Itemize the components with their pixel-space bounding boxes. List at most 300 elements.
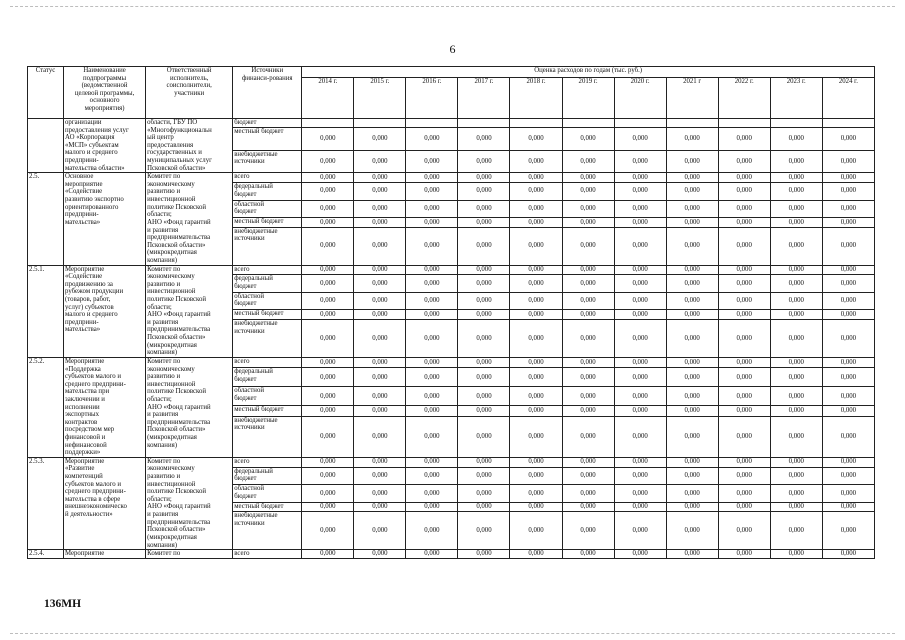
value-cell: 0,000 [718,512,770,550]
source-cell: областной бюджет [233,292,302,310]
value-cell: 0,000 [458,406,510,417]
value-cell: 0,000 [718,502,770,512]
value-cell: 0,000 [302,200,354,218]
value-cell: 0,000 [510,275,562,293]
value-cell: 0,000 [718,275,770,293]
program-name-cell: организации предоставления услуг АО «Корпорация «МСП» субъектам малого и среднего предприни- мательства области» [64,119,146,173]
value-cell: 0,000 [770,387,822,406]
value-cell: 0,000 [562,387,614,406]
value-cell: 0,000 [666,292,718,310]
value-cell: 0,000 [354,416,406,457]
program-name-cell: Мероприятие «Поддержка субъектов малого и среднего предприни- мательства при заключении и исполнении экспортных контрактов посредством мер финансовой и нефинансовой поддержки» [64,357,146,457]
value-cell: 0,000 [770,310,822,320]
value-cell: 0,000 [510,406,562,417]
value-cell: 0,000 [614,173,666,183]
value-cell: 0,000 [822,416,874,457]
value-cell: 0,000 [354,128,406,151]
value-cell: 0,000 [354,173,406,183]
value-cell: 0,000 [562,485,614,503]
value-cell: 0,000 [770,227,822,265]
value-cell: 0,000 [302,292,354,310]
value-cell: 0,000 [458,550,510,559]
value-cell: 0,000 [562,128,614,151]
value-cell: 0,000 [354,218,406,228]
value-cell: 0,000 [718,173,770,183]
value-cell: 0,000 [822,150,874,173]
source-cell: федеральный бюджет [233,275,302,293]
value-cell: 0,000 [302,227,354,265]
value-cell: 0,000 [354,265,406,275]
value-cell: 0,000 [510,173,562,183]
value-cell: 0,000 [718,406,770,417]
value-cell: 0,000 [458,150,510,173]
header-year: 2021 г [666,78,718,119]
value-cell: 0,000 [770,512,822,550]
value-cell: 0,000 [302,467,354,485]
value-cell: 0,000 [562,292,614,310]
value-cell: 0,000 [302,512,354,550]
source-cell: местный бюджет [233,128,302,151]
value-cell: 0,000 [354,292,406,310]
scan-edge-top [10,6,895,7]
value-cell: 0,000 [562,502,614,512]
header-year: 2024 г. [822,78,874,119]
value-cell: 0,000 [822,485,874,503]
source-cell: местный бюджет [233,218,302,228]
executor-cell: Комитет по экономическому развитию и инвестиционной политике Псковской области; АНО «Фонд гарантий и развития предпринимательства Псковской области» (микрокредитная компания) [146,265,233,357]
value-cell [770,119,822,128]
value-cell: 0,000 [562,357,614,368]
value-cell: 0,000 [666,512,718,550]
value-cell: 0,000 [406,512,458,550]
value-cell: 0,000 [822,128,874,151]
value-cell: 0,000 [770,320,822,358]
program-name-cell: Мероприятие [64,550,146,559]
value-cell: 0,000 [406,173,458,183]
value-cell: 0,000 [666,128,718,151]
header-estimate: Оценка расходов по годам (тыс. руб.) [302,67,875,78]
value-cell: 0,000 [354,357,406,368]
value-cell: 0,000 [302,265,354,275]
value-cell: 0,000 [354,406,406,417]
value-cell: 0,000 [510,457,562,467]
executor-cell: Комитет по [146,550,233,559]
value-cell: 0,000 [718,227,770,265]
value-cell: 0,000 [302,310,354,320]
header-status: Статус [28,67,64,119]
value-cell: 0,000 [614,150,666,173]
table-row [28,119,875,128]
value-cell: 0,000 [666,218,718,228]
value-cell: 0,000 [614,416,666,457]
value-cell: 0,000 [458,182,510,200]
value-cell: 0,000 [718,128,770,151]
value-cell: 0,000 [718,457,770,467]
value-cell: 0,000 [614,368,666,387]
value-cell: 0,000 [354,150,406,173]
value-cell: 0,000 [562,368,614,387]
value-cell [510,119,562,128]
value-cell: 0,000 [770,218,822,228]
value-cell: 0,000 [302,182,354,200]
value-cell: 0,000 [354,182,406,200]
value-cell: 0,000 [666,310,718,320]
value-cell: 0,000 [302,406,354,417]
value-cell: 0,000 [458,200,510,218]
value-cell: 0,000 [718,416,770,457]
value-cell: 0,000 [718,320,770,358]
value-cell: 0,000 [614,310,666,320]
value-cell: 0,000 [354,310,406,320]
value-cell: 0,000 [302,368,354,387]
source-cell: бюджет [233,119,302,128]
value-cell: 0,000 [770,368,822,387]
value-cell: 0,000 [666,406,718,417]
value-cell: 0,000 [614,502,666,512]
source-cell: внебюджетные источники [233,227,302,265]
executor-cell: области, ГБУ ПО «Многофункциональн ый центр предоставления государственных и муниципальных услуг Псковской области» [146,119,233,173]
value-cell: 0,000 [718,368,770,387]
value-cell: 0,000 [562,227,614,265]
value-cell: 0,000 [406,416,458,457]
status-cell: 2.5.1. [28,265,64,357]
value-cell: 0,000 [354,467,406,485]
value-cell: 0,000 [718,357,770,368]
expense-table [27,66,875,559]
status-cell [28,119,64,173]
value-cell: 0,000 [510,128,562,151]
value-cell: 0,000 [458,227,510,265]
value-cell: 0,000 [562,310,614,320]
table-row [28,357,875,368]
value-cell: 0,000 [510,368,562,387]
value-cell: 0,000 [510,227,562,265]
value-cell: 0,000 [718,218,770,228]
value-cell: 0,000 [718,182,770,200]
value-cell: 0,000 [614,406,666,417]
value-cell: 0,000 [406,406,458,417]
value-cell: 0,000 [354,200,406,218]
value-cell: 0,000 [770,150,822,173]
value-cell: 0,000 [562,550,614,559]
value-cell: 0,000 [354,387,406,406]
value-cell: 0,000 [822,310,874,320]
value-cell: 0,000 [406,182,458,200]
value-cell: 0,000 [354,485,406,503]
header-year: 2016 г. [406,78,458,119]
value-cell: 0,000 [458,218,510,228]
value-cell: 0,000 [510,550,562,559]
table-row [28,550,875,559]
value-cell: 0,000 [458,310,510,320]
value-cell: 0,000 [666,416,718,457]
value-cell: 0,000 [666,368,718,387]
value-cell: 0,000 [510,182,562,200]
value-cell: 0,000 [822,357,874,368]
value-cell: 0,000 [406,485,458,503]
value-cell: 0,000 [562,406,614,417]
value-cell: 0,000 [770,275,822,293]
value-cell: 0,000 [822,320,874,358]
value-cell [302,119,354,128]
source-cell: внебюджетные источники [233,512,302,550]
value-cell [354,119,406,128]
value-cell: 0,000 [302,502,354,512]
value-cell: 0,000 [562,275,614,293]
source-cell: внебюджетные источники [233,320,302,358]
value-cell: 0,000 [562,218,614,228]
value-cell: 0,000 [458,320,510,358]
value-cell: 0,000 [770,550,822,559]
value-cell: 0,000 [822,218,874,228]
value-cell: 0,000 [770,485,822,503]
status-cell: 2.5.4. [28,550,64,559]
value-cell: 0,000 [822,502,874,512]
value-cell: 0,000 [406,357,458,368]
value-cell: 0,000 [666,200,718,218]
value-cell: 0,000 [770,128,822,151]
executor-cell: Комитет по экономическому развитию и инвестиционной политике Псковской области; АНО «Фонд гарантий и развития предпринимательства Псковской области» (микрокредитная компания) [146,357,233,457]
value-cell: 0,000 [510,218,562,228]
value-cell: 0,000 [718,150,770,173]
value-cell: 0,000 [510,200,562,218]
table-row [28,265,875,275]
source-cell: местный бюджет [233,406,302,417]
value-cell: 0,000 [822,457,874,467]
header-year: 2015 г. [354,78,406,119]
value-cell: 0,000 [406,310,458,320]
value-cell: 0,000 [822,550,874,559]
value-cell: 0,000 [666,387,718,406]
value-cell: 0,000 [614,227,666,265]
value-cell: 0,000 [666,457,718,467]
value-cell: 0,000 [770,502,822,512]
value-cell: 0,000 [562,173,614,183]
value-cell: 0,000 [302,457,354,467]
value-cell: 0,000 [510,416,562,457]
source-cell: внебюджетные источники [233,416,302,457]
value-cell: 0,000 [302,150,354,173]
value-cell: 0,000 [770,200,822,218]
table-row [28,457,875,467]
header-source: Источники финанси-рования [233,67,302,119]
value-cell: 0,000 [770,416,822,457]
value-cell: 0,000 [510,310,562,320]
value-cell: 0,000 [822,275,874,293]
value-cell [718,119,770,128]
value-cell: 0,000 [614,550,666,559]
source-cell: федеральный бюджет [233,467,302,485]
value-cell: 0,000 [510,467,562,485]
header-year: 2023 г. [770,78,822,119]
program-name-cell: Основное мероприятие «Содействие развитию экспортно ориентированного предприни- мательства» [64,173,146,265]
value-cell: 0,000 [354,502,406,512]
source-cell: всего [233,173,302,183]
value-cell: 0,000 [666,502,718,512]
value-cell: 0,000 [510,320,562,358]
value-cell: 0,000 [770,406,822,417]
value-cell: 0,000 [562,265,614,275]
value-cell: 0,000 [458,387,510,406]
value-cell: 0,000 [562,200,614,218]
value-cell: 0,000 [302,128,354,151]
value-cell: 0,000 [354,550,406,559]
value-cell: 0,000 [406,550,458,559]
value-cell: 0,000 [666,150,718,173]
value-cell [562,119,614,128]
value-cell: 0,000 [770,457,822,467]
source-cell: внебюджетные источники [233,150,302,173]
source-cell: областной бюджет [233,387,302,406]
source-cell: федеральный бюджет [233,182,302,200]
value-cell: 0,000 [562,320,614,358]
value-cell: 0,000 [666,550,718,559]
program-name-cell: Мероприятие «Развитие компетенций субъектов малого и среднего предприни- мательства в сфере внешнеэкономическо й деятельности» [64,457,146,549]
executor-cell: Комитет по экономическому развитию и инвестиционной политике Псковской области; АНО «Фонд гарантий и развития предпринимательства Псковской области» (микрокредитная компания) [146,173,233,265]
value-cell: 0,000 [354,368,406,387]
value-cell: 0,000 [614,265,666,275]
value-cell: 0,000 [406,200,458,218]
value-cell: 0,000 [562,457,614,467]
value-cell: 0,000 [458,173,510,183]
source-cell: местный бюджет [233,502,302,512]
value-cell: 0,000 [614,182,666,200]
value-cell: 0,000 [614,357,666,368]
value-cell: 0,000 [666,467,718,485]
value-cell: 0,000 [614,387,666,406]
value-cell: 0,000 [822,406,874,417]
value-cell: 0,000 [510,150,562,173]
source-cell: областной бюджет [233,485,302,503]
value-cell: 0,000 [770,265,822,275]
value-cell: 0,000 [822,173,874,183]
value-cell: 0,000 [822,292,874,310]
value-cell: 0,000 [562,182,614,200]
value-cell: 0,000 [614,200,666,218]
value-cell: 0,000 [406,502,458,512]
value-cell: 0,000 [510,485,562,503]
value-cell: 0,000 [458,467,510,485]
value-cell: 0,000 [406,218,458,228]
value-cell: 0,000 [510,512,562,550]
value-cell: 0,000 [458,368,510,387]
page-number: 6 [449,42,456,56]
table-row [28,173,875,183]
value-cell: 0,000 [614,128,666,151]
value-cell: 0,000 [770,292,822,310]
program-name-cell: Мероприятие «Содействие продвижению за рубежом продукции (товаров, работ, услуг) субъектов малого и среднего предприни- мательства» [64,265,146,357]
header-year: 2014 г. [302,78,354,119]
value-cell: 0,000 [614,467,666,485]
value-cell: 0,000 [458,265,510,275]
source-cell: федеральный бюджет [233,368,302,387]
value-cell: 0,000 [718,485,770,503]
value-cell: 0,000 [406,387,458,406]
value-cell: 0,000 [406,150,458,173]
value-cell: 0,000 [302,485,354,503]
value-cell: 0,000 [822,387,874,406]
value-cell: 0,000 [718,292,770,310]
value-cell: 0,000 [354,320,406,358]
value-cell: 0,000 [302,357,354,368]
value-cell: 0,000 [458,275,510,293]
value-cell: 0,000 [614,275,666,293]
value-cell [406,119,458,128]
value-cell: 0,000 [302,416,354,457]
value-cell: 0,000 [614,512,666,550]
value-cell: 0,000 [666,182,718,200]
status-cell: 2.5.3. [28,457,64,549]
value-cell: 0,000 [718,467,770,485]
value-cell: 0,000 [614,292,666,310]
value-cell: 0,000 [458,357,510,368]
value-cell: 0,000 [666,227,718,265]
value-cell: 0,000 [510,265,562,275]
value-cell: 0,000 [718,550,770,559]
value-cell: 0,000 [718,387,770,406]
value-cell: 0,000 [822,265,874,275]
scan-edge-bottom [10,633,895,634]
value-cell: 0,000 [770,467,822,485]
value-cell: 0,000 [354,512,406,550]
status-cell: 2.5.2. [28,357,64,457]
value-cell: 0,000 [302,550,354,559]
value-cell: 0,000 [614,457,666,467]
value-cell [822,119,874,128]
value-cell: 0,000 [718,310,770,320]
value-cell: 0,000 [562,150,614,173]
value-cell [614,119,666,128]
value-cell: 0,000 [406,227,458,265]
value-cell: 0,000 [770,182,822,200]
source-cell: местный бюджет [233,310,302,320]
value-cell: 0,000 [614,320,666,358]
value-cell: 0,000 [406,467,458,485]
value-cell: 0,000 [510,292,562,310]
value-cell: 0,000 [666,357,718,368]
value-cell: 0,000 [406,275,458,293]
value-cell: 0,000 [302,275,354,293]
value-cell: 0,000 [354,227,406,265]
value-cell: 0,000 [302,173,354,183]
value-cell: 0,000 [458,485,510,503]
value-cell: 0,000 [302,387,354,406]
value-cell: 0,000 [302,218,354,228]
header-year: 2020 г. [614,78,666,119]
value-cell: 0,000 [458,128,510,151]
value-cell: 0,000 [666,275,718,293]
value-cell: 0,000 [562,467,614,485]
value-cell: 0,000 [406,265,458,275]
value-cell: 0,000 [354,457,406,467]
value-cell: 0,000 [822,227,874,265]
value-cell: 0,000 [458,502,510,512]
source-cell: всего [233,457,302,467]
source-cell: всего [233,550,302,559]
value-cell: 0,000 [458,416,510,457]
value-cell: 0,000 [666,320,718,358]
value-cell: 0,000 [458,292,510,310]
value-cell: 0,000 [458,512,510,550]
value-cell: 0,000 [406,292,458,310]
value-cell: 0,000 [510,357,562,368]
value-cell: 0,000 [406,457,458,467]
value-cell: 0,000 [510,387,562,406]
header-year: 2017 г. [458,78,510,119]
value-cell: 0,000 [822,368,874,387]
value-cell: 0,000 [354,275,406,293]
source-cell: всего [233,357,302,368]
